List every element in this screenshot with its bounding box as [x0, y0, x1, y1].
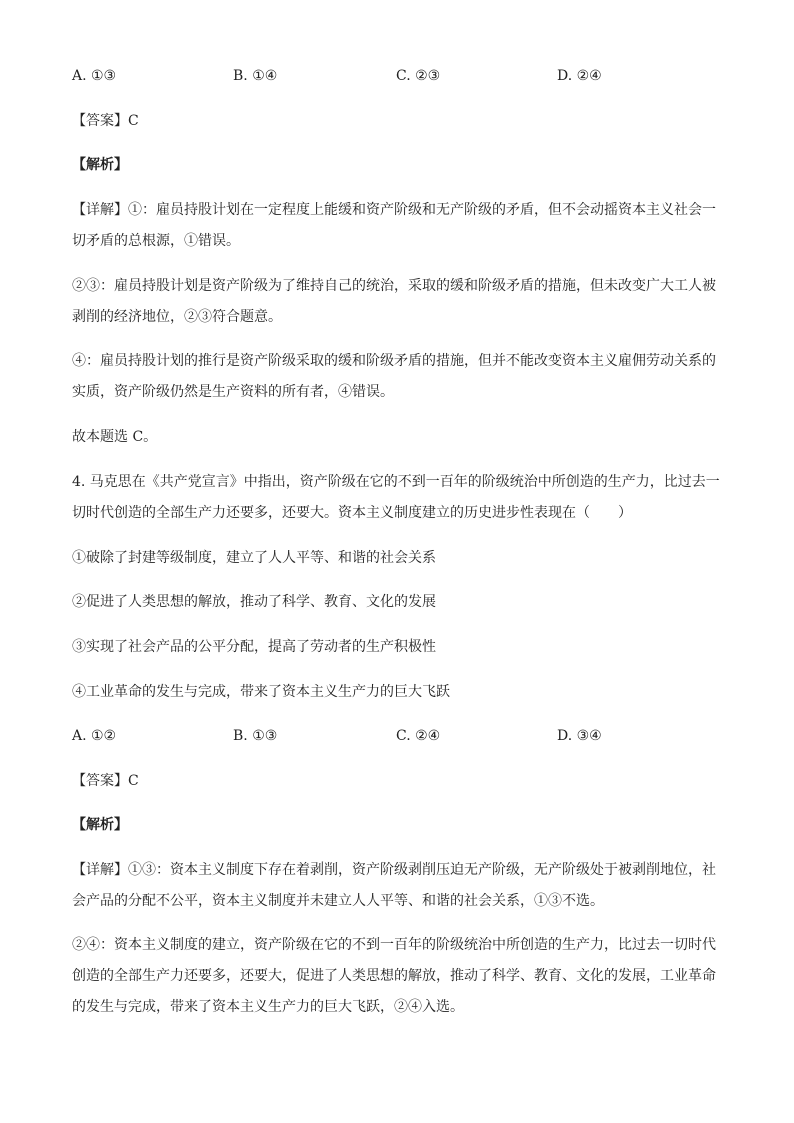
- q4-option-c: C. ②④: [396, 728, 441, 744]
- q3-option-b: B. ①④: [233, 68, 278, 84]
- q3-detail-line: 实质，资产阶级仍然是生产资料的所有者，④错误。: [72, 384, 394, 400]
- q4-detail-line: ②④：资本主义制度的建立，资产阶级在它的不到一百年的阶级统治中所创造的生产力，比过去一切时代: [72, 937, 716, 953]
- q4-statement: ④工业革命的发生与完成，带来了资本主义生产力的巨大飞跃: [72, 684, 450, 700]
- q3-analysis-heading: 【解析】: [72, 157, 128, 173]
- q3-detail-line: ④：雇员持股计划的推行是资产阶级采取的缓和阶级矛盾的措施，但并不能改变资本主义雇佣劳动关系的: [72, 353, 716, 369]
- q4-statement: ③实现了社会产品的公平分配，提高了劳动者的生产积极性: [72, 639, 436, 655]
- q4-stem-line: 4. 马克思在《共产党宣言》中指出，资产阶级在它的不到一百年的阶级统治中所创造的生产力，比过去一: [72, 474, 720, 490]
- q4-detail-line: 创造的全部生产力还要多，还要大，促进了人类思想的解放，推动了科学、教育、文化的发展，工业革命: [72, 968, 716, 984]
- q4-detail-line: 【详解】①③：资本主义制度下存在着剥削，资产阶级剥削压迫无产阶级，无产阶级处于被剥削地位，社: [72, 862, 716, 878]
- q4-option-d: D. ③④: [557, 728, 602, 744]
- q4-detail-line: 会产品的分配不公平，资本主义制度并未建立人人平等、和谐的社会关系，①③不选。: [72, 893, 604, 909]
- q3-conclusion: 故本题选 C。: [72, 429, 158, 445]
- q3-detail-line: 切矛盾的总根源，①错误。: [72, 233, 240, 249]
- q4-stem-line: 切时代创造的全部生产力还要多，还要大。资本主义制度建立的历史进步性表现在（ ）: [72, 505, 632, 521]
- q4-option-b: B. ①③: [233, 728, 278, 744]
- q4-option-a: A. ①②: [72, 728, 117, 744]
- q3-option-c: C. ②③: [396, 68, 441, 84]
- q3-detail-line: 【详解】①：雇员持股计划在一定程度上能缓和资产阶级和无产阶级的矛盾，但不会动摇资本主义社会一: [72, 202, 716, 218]
- q3-option-a: A. ①③: [72, 68, 117, 84]
- q3-answer: 【答案】C: [72, 113, 139, 129]
- q3-option-d: D. ②④: [557, 68, 602, 84]
- q4-statement: ①破除了封建等级制度，建立了人人平等、和谐的社会关系: [72, 550, 436, 566]
- q4-analysis-heading: 【解析】: [72, 817, 128, 833]
- q4-answer: 【答案】C: [72, 773, 139, 789]
- q4-statement: ②促进了人类思想的解放，推动了科学、教育、文化的发展: [72, 594, 436, 610]
- q4-detail-line: 的发生与完成，带来了资本主义生产力的巨大飞跃，②④入选。: [72, 999, 464, 1015]
- q3-detail-line: ②③：雇员持股计划是资产阶级为了维持自己的统治，采取的缓和阶级矛盾的措施，但未改变广大工人被: [72, 278, 716, 294]
- q3-detail-line: 剥削的经济地位，②③符合题意。: [72, 309, 282, 325]
